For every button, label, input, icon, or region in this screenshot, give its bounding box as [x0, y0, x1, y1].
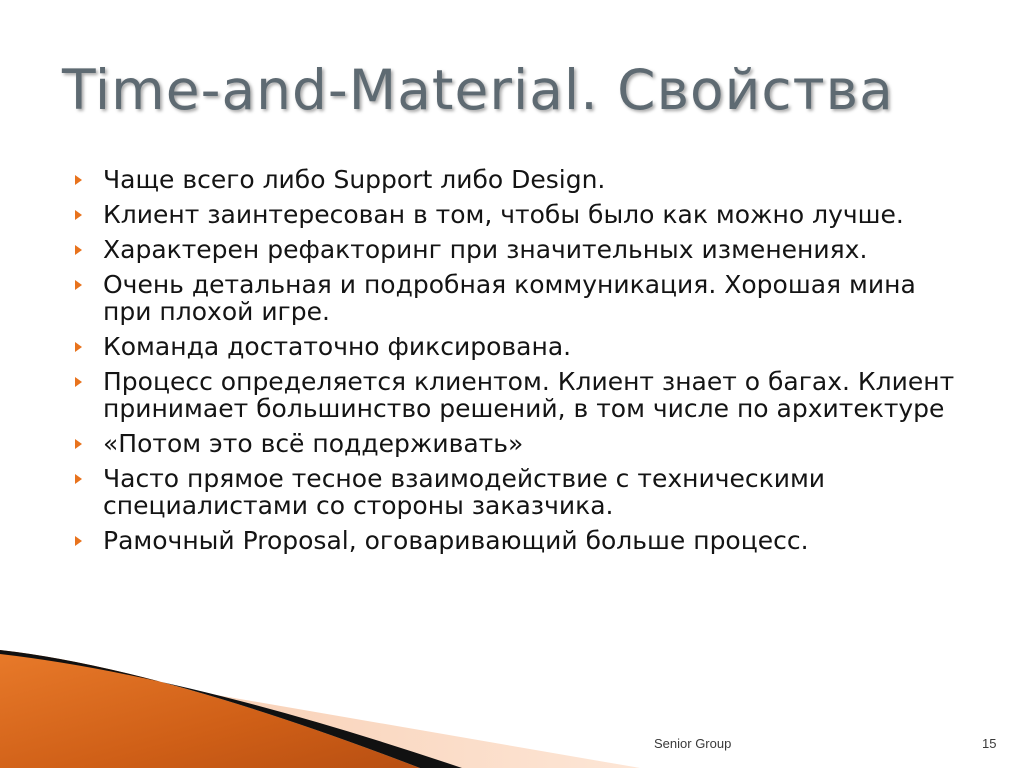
slide-title: Time-and-Material. Свойства — [62, 58, 894, 122]
bullet-item — [72, 333, 972, 360]
bullet-item — [72, 236, 972, 263]
orange-band — [0, 650, 420, 768]
footer-company: Senior Group — [654, 736, 732, 751]
triangle-right-icon — [75, 210, 82, 220]
triangle-right-icon — [75, 536, 82, 546]
bullet-item — [72, 201, 972, 228]
bullet-list — [72, 166, 972, 562]
bullet-text: Характерен рефакторинг при значительных изменениях. — [103, 235, 868, 264]
triangle-right-icon — [75, 377, 82, 387]
bullet-text: «Потом это всё поддерживать» — [103, 429, 524, 458]
bullet-text: Команда достаточно фиксирована. — [103, 332, 572, 361]
bullet-item — [72, 465, 972, 519]
bullet-item — [72, 527, 972, 554]
bullet-item — [72, 368, 972, 422]
triangle-right-icon — [75, 245, 82, 255]
bullet-item — [72, 271, 972, 325]
triangle-right-icon — [75, 439, 82, 449]
bullet-text: Часто прямое тесное взаимодействие с техническими специалистами со стороны заказчика. — [103, 464, 826, 520]
bullet-text: Процесс определяется клиентом. Клиент знает о багах. Клиент принимает большинство решений, в том числе по архитектуре — [103, 367, 955, 423]
page-number: 15 — [982, 736, 997, 751]
swoosh-decoration — [0, 640, 640, 768]
bullet-text: Чаще всего либо Support либо Design. — [103, 165, 606, 194]
triangle-right-icon — [75, 175, 82, 185]
bullet-item — [72, 430, 972, 457]
bullet-text: Очень детальная и подробная коммуникация. Хорошая мина при плохой игре. — [103, 270, 916, 326]
bullet-item — [72, 166, 972, 193]
bullet-text: Рамочный Proposal, оговаривающий больше процесс. — [103, 526, 809, 555]
triangle-right-icon — [75, 280, 82, 290]
bullet-text: Клиент заинтересован в том, чтобы было как можно лучше. — [103, 200, 904, 229]
triangle-right-icon — [75, 474, 82, 484]
triangle-right-icon — [75, 342, 82, 352]
